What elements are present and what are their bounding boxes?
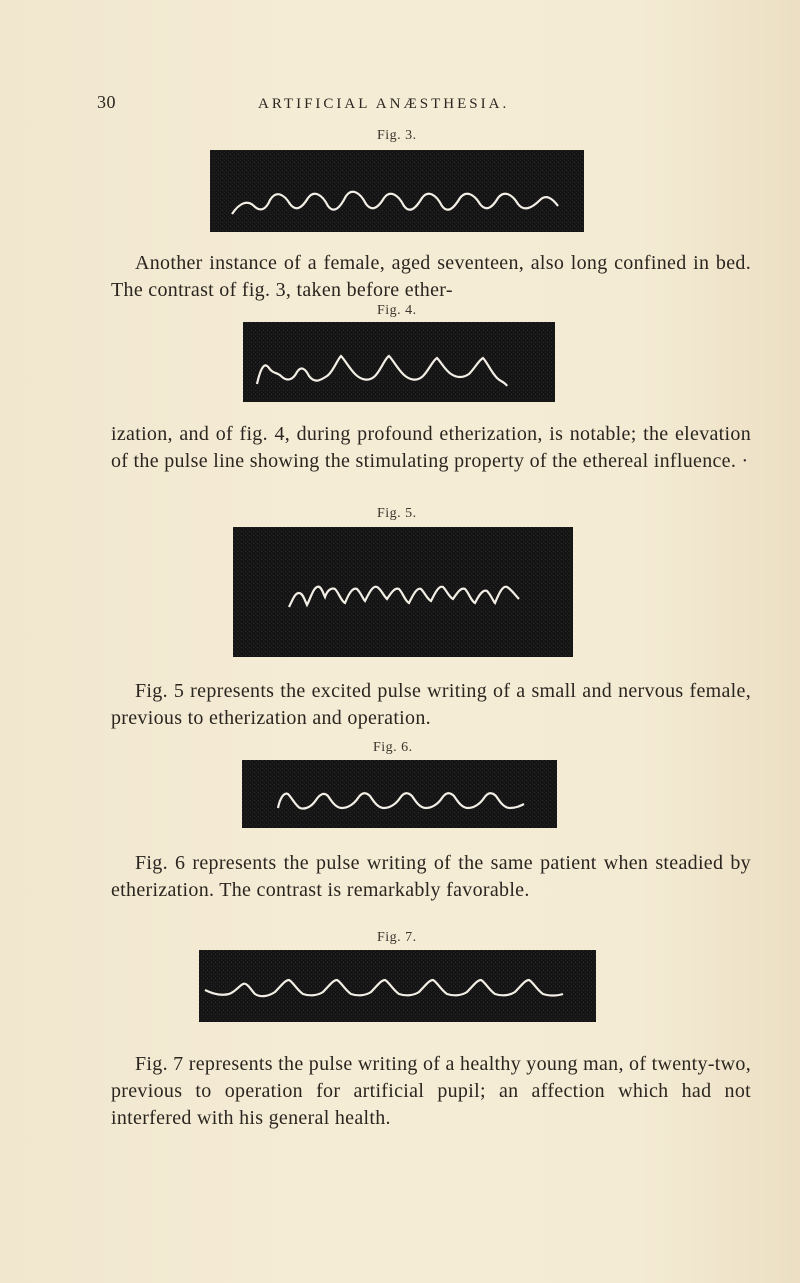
figure-3-caption: Fig. 3. <box>377 128 417 143</box>
figure-5-caption: Fig. 5. <box>377 506 417 521</box>
paragraph-3 <box>111 678 751 732</box>
running-title: ARTIFICIAL ANÆSTHESIA. <box>258 96 510 112</box>
figure-7-caption: Fig. 7. <box>377 930 417 945</box>
paragraph-4 <box>111 850 751 904</box>
figure-5-pulse-tracing <box>233 527 573 657</box>
figure-7-pulse-tracing <box>199 950 596 1022</box>
figure-4-caption: Fig. 4. <box>377 303 417 318</box>
figure-6-caption: Fig. 6. <box>373 740 413 755</box>
paragraph-1 <box>111 250 751 304</box>
figure-3-pulse-tracing <box>210 150 584 232</box>
paragraph-1-text: Another instance of a female, aged seventeen, also long confined in bed. The contrast of fig. 3, taken before ether- <box>111 252 751 301</box>
figure-6-pulse-tracing <box>242 760 557 828</box>
paragraph-4-text: Fig. 6 represents the pulse writing of the same patient when steadied by etherization. The contrast is remarkably favorable. <box>111 852 751 901</box>
paragraph-3-text: Fig. 5 represents the excited pulse writing of a small and nervous female, previous to etherization and operation. <box>111 680 751 729</box>
page-number: 30 <box>97 92 116 112</box>
paragraph-2-text: ization, and of fig. 4, during profound etherization, is notable; the elevation of the pulse line showing the stimulating property of the ethereal influence. · <box>111 423 751 472</box>
paragraph-5 <box>111 1051 751 1132</box>
figure-4-pulse-tracing <box>243 322 555 402</box>
paragraph-2 <box>111 421 751 475</box>
paragraph-5-text: Fig. 7 represents the pulse writing of a healthy young man, of twenty-two, previous to operation for artificial pupil; an affection which had not interfered with his general health. <box>111 1053 751 1129</box>
